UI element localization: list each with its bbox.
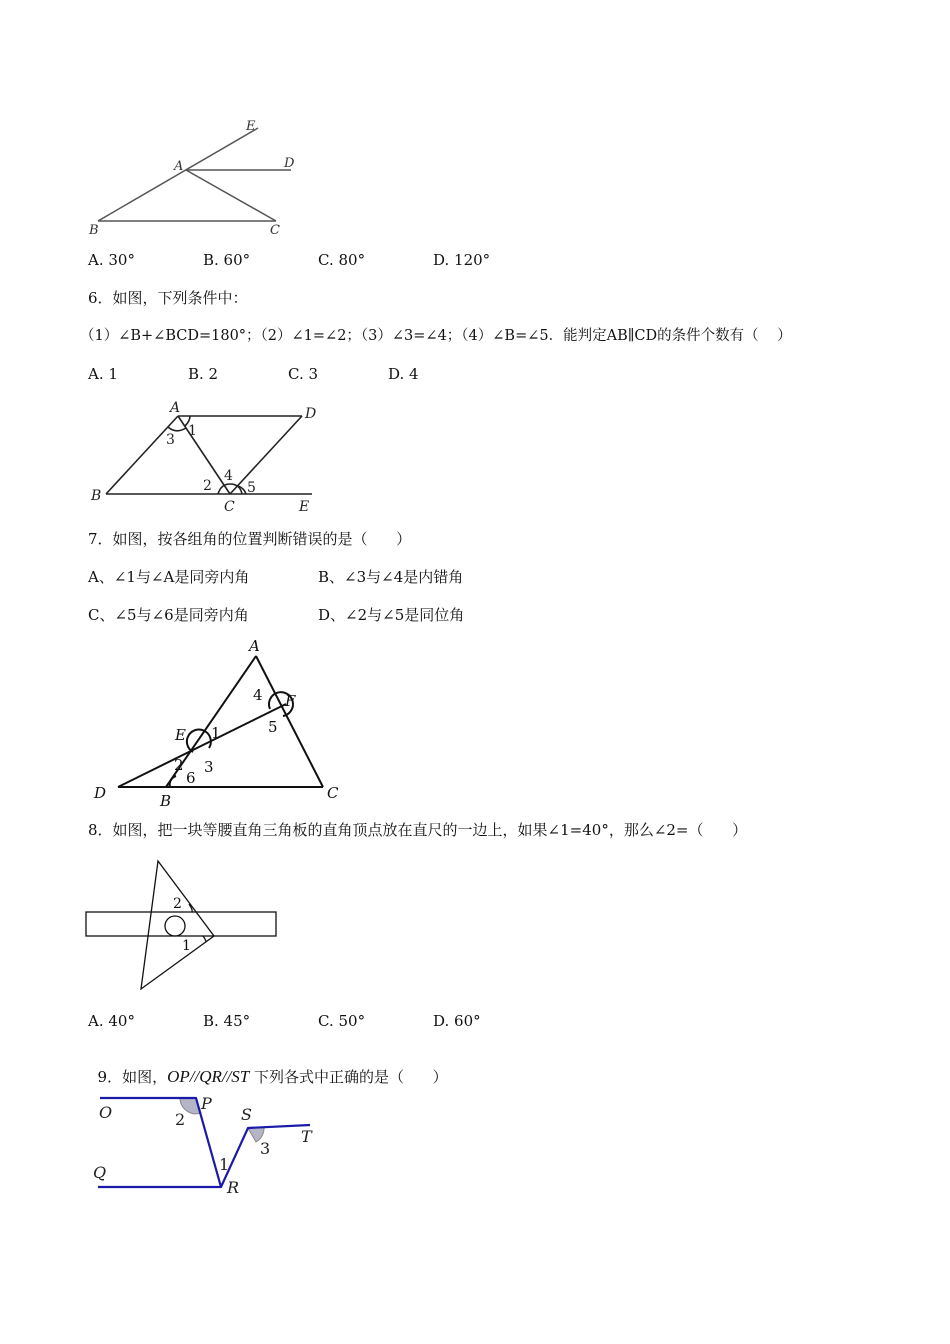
fig6-label-C: C xyxy=(224,499,235,515)
q6-option-a: A. 1 xyxy=(88,365,118,383)
fig6-label-4: 4 xyxy=(224,468,233,484)
fig5-label-B: B xyxy=(89,223,99,238)
fig9-label-P: P xyxy=(201,1094,212,1113)
fig6-label-B: B xyxy=(91,488,102,504)
q6-conditions: （1）∠B+∠BCD=180°；（2）∠1=∠2；（3）∠3=∠4；（4）∠B=∠5．能判定AB∥CD的条件个数有（ ） xyxy=(80,328,792,344)
fig9-label-T: T xyxy=(301,1127,312,1146)
fig7-label-C: C xyxy=(327,784,339,802)
fig6-label-D: D xyxy=(305,406,317,422)
fig7-label-B: B xyxy=(160,792,172,810)
fig9-label-O: O xyxy=(99,1103,113,1122)
q8-option-a: A. 40° xyxy=(88,1012,135,1030)
q7-option-b: B、∠3与∠4是内错角 xyxy=(318,568,464,586)
q9-math: OP//QR//ST xyxy=(167,1067,250,1086)
fig5-label-D: D xyxy=(284,156,295,171)
fig7-label-F: F xyxy=(285,692,296,710)
q8-option-d: D. 60° xyxy=(433,1012,481,1030)
fig9-label-Q: Q xyxy=(93,1163,107,1182)
q9-number: 9．如图， xyxy=(97,1068,168,1086)
q6-option-d: D. 4 xyxy=(388,365,419,383)
q8-option-b: B. 45° xyxy=(203,1012,251,1030)
fig5-label-A: A xyxy=(174,159,184,174)
fig8-label-2: 2 xyxy=(173,896,182,912)
fig5-label-C: C xyxy=(270,223,280,238)
q5-option-d: D. 120° xyxy=(433,251,491,269)
q7-option-c: C、∠5与∠6是同旁内角 xyxy=(88,606,249,624)
fig9-label-3: 3 xyxy=(260,1139,271,1158)
q7-option-d: D、∠2与∠5是同位角 xyxy=(318,606,465,624)
q8-stem: 8．如图，把一块等腰直角三角板的直角顶点放在直尺的一边上，如果∠1=40°，那么∠2=（ ） xyxy=(88,821,748,839)
fig6-label-1: 1 xyxy=(188,423,197,439)
fig9-label-2: 2 xyxy=(175,1110,186,1129)
fig8-label-1: 1 xyxy=(182,938,191,954)
q6-option-c: C. 3 xyxy=(288,365,319,383)
fig7-label-4: 4 xyxy=(253,686,263,704)
q9-rest: 下列各式中正确的是（ ） xyxy=(249,1068,448,1086)
fig6-label-2: 2 xyxy=(203,478,212,494)
fig6-label-5: 5 xyxy=(247,480,256,496)
q8-option-c: C. 50° xyxy=(318,1012,366,1030)
q7-stem: 7．如图，按各组角的位置判断错误的是（ ） xyxy=(88,530,412,548)
fig7-label-E: E xyxy=(175,726,186,744)
fig7-label-A: A xyxy=(249,637,260,655)
fig6-label-E: E xyxy=(299,499,310,515)
fig7-label-5: 5 xyxy=(268,718,278,736)
fig9-label-1: 1 xyxy=(219,1155,230,1174)
q5-option-a: A. 30° xyxy=(88,251,135,269)
fig9-label-S: S xyxy=(241,1105,252,1124)
fig6-label-3: 3 xyxy=(166,432,175,448)
fig5-label-E: E xyxy=(246,119,256,134)
fig7-label-D: D xyxy=(94,784,107,802)
fig6-label-A: A xyxy=(170,400,181,416)
fig7-label-1: 1 xyxy=(211,724,221,742)
fig9-label-R: R xyxy=(227,1178,240,1197)
q7-option-a: A、∠1与∠A是同旁内角 xyxy=(88,568,250,586)
fig7-label-3: 3 xyxy=(204,758,214,776)
q5-option-b: B. 60° xyxy=(203,251,251,269)
q6-stem: 6．如图，下列条件中： xyxy=(88,289,248,307)
q5-option-c: C. 80° xyxy=(318,251,366,269)
fig7-label-6: 6 xyxy=(186,769,196,787)
fig7-label-2: 2 xyxy=(174,756,184,774)
q6-option-b: B. 2 xyxy=(188,365,219,383)
